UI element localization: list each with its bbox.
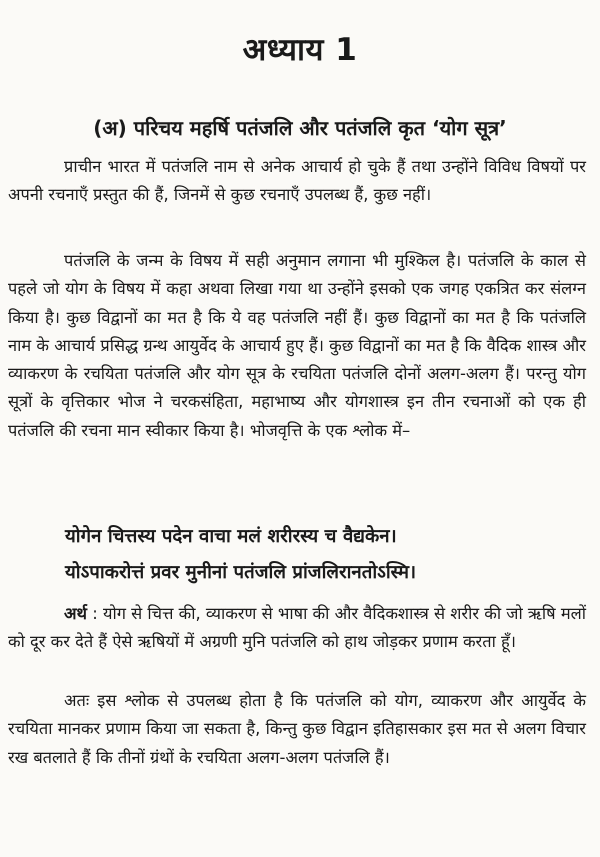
paragraph-text: प्राचीन भारत में पतंजलि नाम से अनेक आचार्य हो चुके हैं तथा उन्होंने विविध विषयों पर अपनी रचनाएँ प्रस्तुत की हैं, जिनमें से कुछ रचनाएँ उपलब्ध हैं, कुछ नहीं। bbox=[8, 157, 586, 205]
meaning-text: : योग से चित्त की, व्याकरण से भाषा की और वैदिकशास्त्र से शरीर की जो ऋषि मलों को दूर कर देते हैं ऐसे ऋषियों में अग्रणी मुनि पतंजलि को हाथ जोड़कर प्रणाम करता हूँ। bbox=[8, 604, 586, 652]
paragraph-intro bbox=[8, 153, 586, 210]
paragraph-conclusion bbox=[8, 687, 586, 772]
paragraph-text: पतंजलि के जन्म के विषय में सही अनुमान लगाना भी मुश्किल है। पतंजलि के काल से पहले जो योग के विषय में कहा अथवा लिखा गया था उन्होंने इसको एक जगह एकत्रित कर संलग्न किया है। कुछ विद्वानों का मत है कि ये वह पतंजलि नहीं हैं। कुछ विद्वानों का मत है कि पतंजलि नाम के आचार्य प्रसिद्ध ग्रन्थ आयुर्वेद के आचार्य हुए हैं। कुछ विद्वानों का मत है कि वैदिक शास्त्र और व्याकरण के रचयिता पतंजलि और योग सूत्र के रचयिता पतंजलि दोनों अलग-अलग हैं। परन्तु योग सूत्रों के वृत्तिकार भोज ने चरकसंहिता, महाभाष्य और योगशास्त्र इन तीन रचनाओं को एक ही पतंजलि की रचना मान स्वीकार किया है। भोजवृत्ति के एक श्लोक में– bbox=[8, 251, 586, 440]
paragraph-text bbox=[8, 600, 586, 657]
verse-line-2: योऽपाकरोत्तं प्रवर मुनीनां पतंजलि प्रांजलिरानतोऽस्मि। bbox=[65, 562, 417, 583]
chapter-title: अध्याय 1 bbox=[242, 32, 358, 68]
section-heading: (अ) परिचय महर्षि पतंजलि और पतंजलि कृत ‘योग सूत्र’ bbox=[93, 116, 507, 140]
verse-line-1: योगेन चित्तस्य पदेन वाचा मलं शरीरस्य च वैद्यकेन। bbox=[65, 526, 397, 547]
meaning-label: अर्थ bbox=[64, 604, 87, 623]
paragraph-meaning bbox=[8, 600, 586, 657]
paragraph-birth bbox=[8, 247, 586, 445]
paragraph-text: अतः इस श्लोक से उपलब्ध होता है कि पतंजलि को योग, व्याकरण और आयुर्वेद के रचयिता मानकर प्रणाम किया जा सकता है, किन्तु कुछ विद्वान इतिहासकार इस मत से अलग विचार रख बतलाते हैं कि तीनों ग्रंथों के रचयिता अलग-अलग पतंजलि हैं। bbox=[8, 691, 586, 767]
